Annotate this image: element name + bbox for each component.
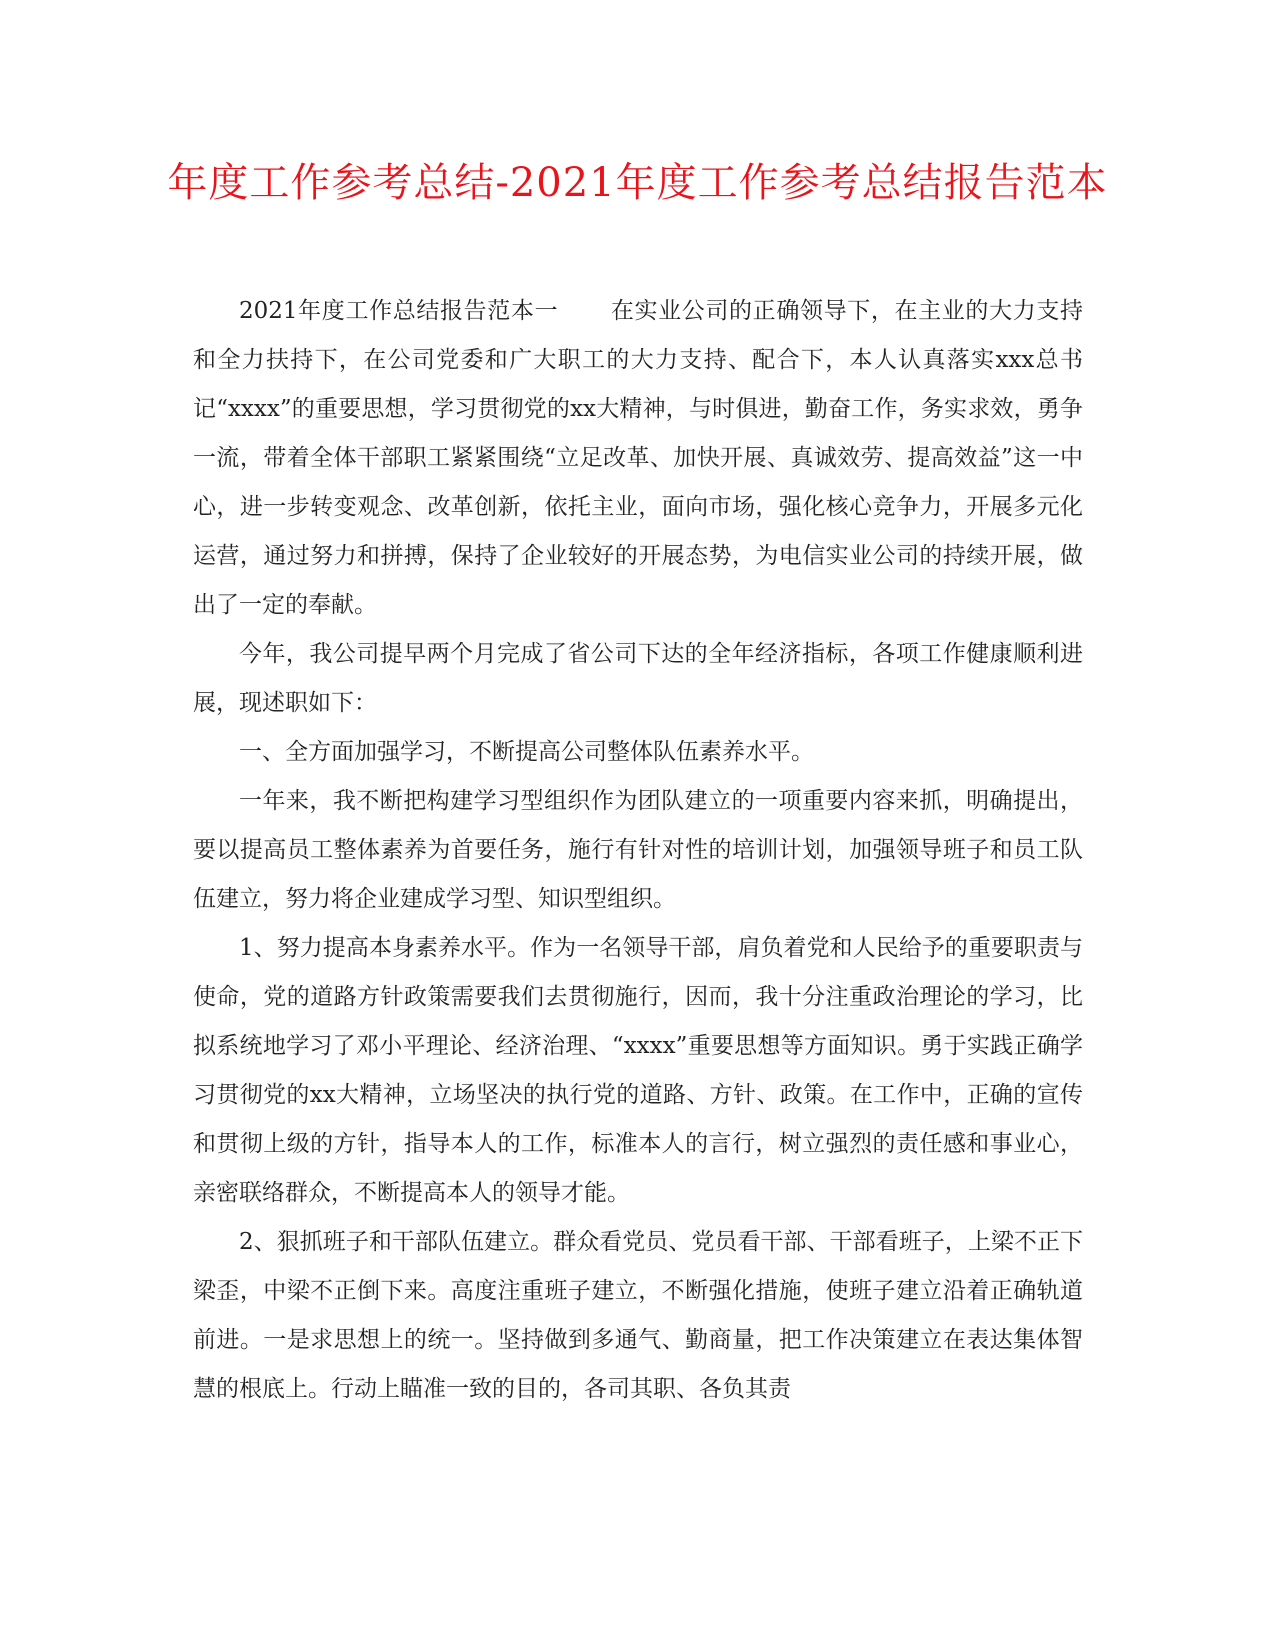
paragraph-1	[193, 287, 1083, 630]
paragraph-1-text: 在实业公司的正确领导下，在主业的大力支持和全力扶持下，在公司党委和广大职工的大力支持、配合下，本人认真落实xxx总书记“xxxx”的重要思想，学习贯彻党的xx大精神，与时俱进，勤奋工作，务实求效，勇争一流，带着全体干部职工紧紧围绕“立足改革、加快开展、真诚效劳、提高效益”这一中心，进一步转变观念、改革创新，依托主业，面向市场，强化核心竞争力，开展多元化运营，通过努力和拼搏，保持了企业较好的开展态势，为电信实业公司的持续开展，做出了一定的奉献。	[193, 298, 1083, 618]
paragraph-5: 2、狠抓班子和干部队伍建立。群众看党员、党员看干部、干部看班子，上梁不正下梁歪，中梁不正倒下来。高度注重班子建立，不断强化措施，使班子建立沿着正确轨道前进。一是求思想上的统一。坚持做到多通气、勤商量，把工作决策建立在表达集体智慧的根底上。行动上瞄准一致的目的，各司其职、各负其责	[193, 1229, 1083, 1402]
document-title: 年度工作参考总结-2021年度工作参考总结报告范本	[167, 160, 1108, 206]
paragraph-4: 1、努力提高本身素养水平。作为一名领导干部，肩负着党和人民给予的重要职责与使命，党的道路方针政策需要我们去贯彻施行，因而，我十分注重政治理论的学习，比拟系统地学习了邓小平理论、经济治理、“xxxx”重要思想等方面知识。勇于实践正确学习贯彻党的xx大精神，立场坚决的执行党的道路、方针、政策。在工作中，正确的宣传和贯彻上级的方针，指导本人的工作，标准本人的言行，树立强烈的责任感和事业心，亲密联络群众，不断提高本人的领导才能。	[193, 935, 1083, 1206]
paragraph-3: 一年来，我不断把构建学习型组织作为团队建立的一项重要内容来抓，明确提出，要以提高员工整体素养为首要任务，施行有针对性的培训计划，加强领导班子和员工队伍建立，努力将企业建成学习型、知识型组织。	[193, 788, 1083, 912]
document-body	[193, 287, 1083, 1414]
section-heading-1: 一、全方面加强学习，不断提高公司整体队伍素养水平。	[239, 739, 814, 765]
paragraph-2: 今年，我公司提早两个月完成了省公司下达的全年经济指标，各项工作健康顺利进展，现述职如下：	[193, 641, 1083, 716]
intro-label: 2021年度工作总结报告范本一	[239, 298, 559, 324]
